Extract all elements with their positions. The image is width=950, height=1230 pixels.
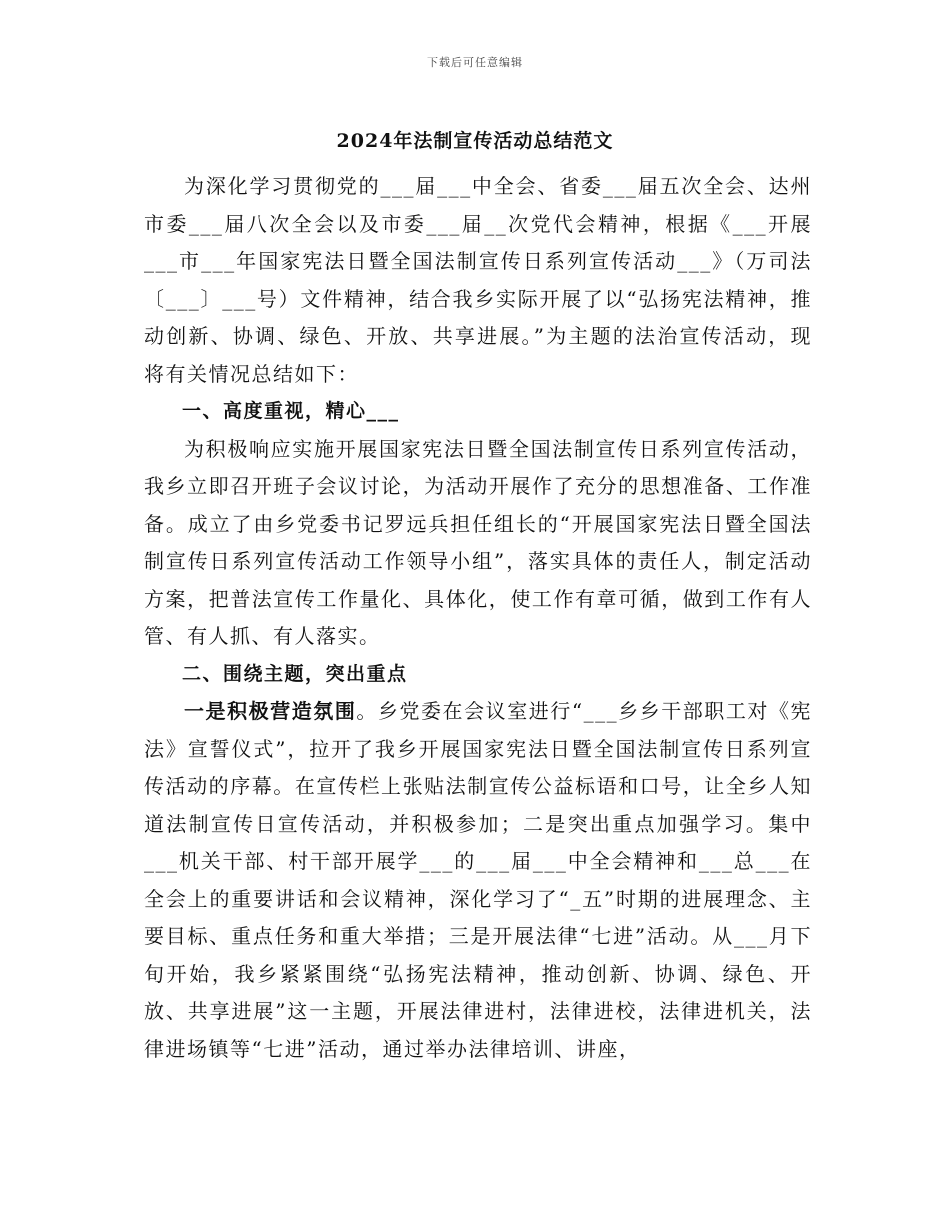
section-heading-2: 二、围绕主题，突出重点 — [182, 662, 408, 685]
section-1-paragraph: 为积极响应实施开展国家宪法日暨全国法制宣传日系列宣传活动，我乡立即召开班子会议讨论，为活动开展作了充分的思想准备、工作准备。成立了由乡党委书记罗远兵担任组长的“开展国家宪法日暨全国法制宣传日系列宣传活动工作领导小组”，落实具体的责任人，制定活动方案，把普法宣传工作量化、具体化，使工作有章可循，做到工作有人管、有人抓、有人落实。 — [144, 436, 812, 648]
header-note: 下载后可任意编辑 — [427, 56, 523, 69]
section-2-paragraph — [144, 693, 812, 1068]
intro-paragraph: 为深化学习贯彻党的___届___中全会、省委___届五次全会、达州市委___届八次全会以及市委___届__次党代会精神，根据《___开展___市___年国家宪法日暨全国法制宣传日系列宣传活动___》（万司法〔___〕___号）文件精神，结合我乡实际开展了以“弘扬宪法精神，推动创新、协调、绿色、开放、共享进展。”为主题的法治宣传活动，现将有关情况总结如下： — [144, 174, 812, 386]
section-2-text: 。乡党委在会议室进行“___乡乡干部职工对《宪法》宣誓仪式”，拉开了我乡开展国家宪法日暨全国法制宣传日系列宣传活动的序幕。在宣传栏上张贴法制宣传公益标语和口号，让全乡人知道法制宣传日宣传活动，并积极参加；二是突出重点加强学习。集中___机关干部、村干部开展学___的___届___中全会精神和___总___在全会上的重要讲话和会议精神，深化学习了“_五”时期的进展理念、主要目标、重点任务和重大举措；三是开展法律“七进”活动。从___月下旬开始，我乡紧紧围绕“弘扬宪法精神，推动创新、协调、绿色、开放、共享进展”这一主题，开展法律进村，法律进校，法律进机关，法律进场镇等“七进”活动，通过举办法律培训、讲座， — [144, 699, 812, 1061]
document-title: 2024年法制宣传活动总结范文 — [336, 130, 614, 152]
document-body — [144, 168, 812, 1068]
section-2-lead: 一是积极营造氛围 — [184, 699, 357, 723]
section-heading-1: 一、高度重视，精心___ — [182, 400, 400, 422]
